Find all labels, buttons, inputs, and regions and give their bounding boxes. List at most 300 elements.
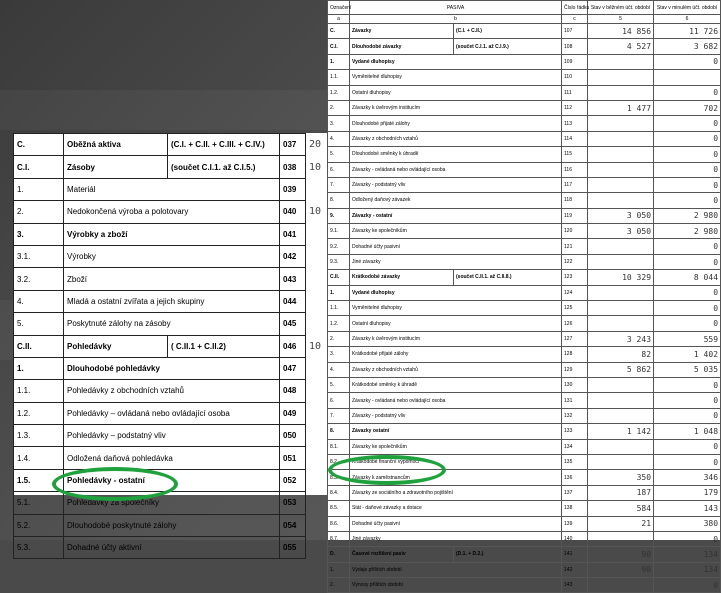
row-code: 1. bbox=[328, 54, 350, 69]
row-current-value: 14 856 bbox=[588, 24, 654, 39]
row-code: D. bbox=[328, 547, 350, 562]
row-number: 135 bbox=[562, 454, 588, 469]
row-number: 138 bbox=[562, 501, 588, 516]
row-value bbox=[306, 223, 330, 245]
row-previous-value: 11 726 bbox=[654, 24, 721, 39]
row-previous-value: 0 bbox=[654, 147, 721, 162]
row-previous-value: 0 bbox=[654, 454, 721, 469]
row-label: Krátkodobé přijaté zálohy bbox=[350, 347, 562, 362]
row-formula: (C.I. + C.II.) bbox=[454, 24, 562, 39]
row-code: 1.3. bbox=[14, 425, 64, 447]
row-value bbox=[306, 357, 330, 379]
row-number: 110 bbox=[562, 70, 588, 85]
row-previous-value: 8 044 bbox=[654, 270, 721, 285]
row-number: 118 bbox=[562, 193, 588, 208]
row-previous-value: 380 bbox=[654, 516, 721, 531]
row-current-value bbox=[588, 408, 654, 423]
row-current-value: 3 050 bbox=[588, 208, 654, 223]
row-code: 8.5. bbox=[328, 501, 350, 516]
table-row bbox=[14, 514, 330, 536]
row-previous-value: 0 bbox=[654, 193, 721, 208]
row-code: 1.5. bbox=[14, 469, 64, 491]
row-number: 050 bbox=[280, 425, 306, 447]
row-code: 8.4. bbox=[328, 485, 350, 500]
row-label: Závazky - ovládaná nebo ovládající osoba bbox=[350, 393, 562, 408]
row-label: Materiál bbox=[64, 178, 280, 200]
row-label: Závazky - ostatní bbox=[350, 208, 562, 223]
row-number: 041 bbox=[280, 223, 306, 245]
row-number: 139 bbox=[562, 516, 588, 531]
row-code: 8.6. bbox=[328, 516, 350, 531]
table-row bbox=[14, 357, 330, 379]
row-code: 1.2. bbox=[328, 85, 350, 100]
table-row bbox=[328, 70, 721, 85]
row-current-value bbox=[588, 254, 654, 269]
row-label: Dohadné účty pasivní bbox=[350, 239, 562, 254]
table-row bbox=[328, 239, 721, 254]
row-label: Dlouhodobé závazky bbox=[350, 39, 454, 54]
row-current-value: 5 862 bbox=[588, 362, 654, 377]
row-number: 117 bbox=[562, 177, 588, 192]
row-label: Pohledávky – podstatný vliv bbox=[64, 425, 280, 447]
row-label: Stát - daňové závazky a dotace bbox=[350, 501, 562, 516]
row-number: 049 bbox=[280, 402, 306, 424]
table-row bbox=[328, 547, 721, 562]
table-row bbox=[14, 268, 330, 290]
row-previous-value: 0 bbox=[654, 85, 721, 100]
row-value bbox=[306, 447, 330, 469]
table-row bbox=[328, 162, 721, 177]
row-previous-value: 702 bbox=[654, 100, 721, 115]
balance-sheet-liabilities-panel bbox=[327, 0, 720, 590]
row-code: 1.1. bbox=[14, 380, 64, 402]
row-formula: (C.I. + C.II. + C.III. + C.IV.) bbox=[168, 134, 280, 156]
row-number: 113 bbox=[562, 116, 588, 131]
row-code: 4. bbox=[328, 131, 350, 146]
row-code: 9.3. bbox=[328, 254, 350, 269]
row-code: 8.3. bbox=[328, 470, 350, 485]
row-value bbox=[306, 268, 330, 290]
table-row bbox=[14, 402, 330, 424]
row-value: 10 bbox=[309, 340, 322, 352]
liabilities-table-body bbox=[328, 1, 721, 593]
row-current-value: 4 527 bbox=[588, 39, 654, 54]
row-current-value bbox=[588, 316, 654, 331]
row-current-value bbox=[588, 578, 654, 593]
row-previous-value bbox=[654, 70, 721, 85]
row-code: 1.1. bbox=[328, 301, 350, 316]
row-number: 141 bbox=[562, 547, 588, 562]
row-label: Jiné závazky bbox=[350, 254, 562, 269]
row-code: C. bbox=[328, 24, 350, 39]
row-code: 5. bbox=[328, 377, 350, 392]
table-row bbox=[328, 316, 721, 331]
row-code: 5.3. bbox=[14, 537, 64, 559]
table-row bbox=[328, 193, 721, 208]
table-row bbox=[328, 24, 721, 39]
row-number: 120 bbox=[562, 224, 588, 239]
table-row bbox=[328, 131, 721, 146]
table-row bbox=[328, 301, 721, 316]
header-current-period: Stav v běžném účt. období bbox=[588, 1, 654, 15]
row-number: 046 bbox=[280, 335, 306, 357]
liabilities-table bbox=[327, 0, 721, 593]
row-number: 143 bbox=[562, 578, 588, 593]
row-code: 7. bbox=[328, 177, 350, 192]
row-previous-value: 2 980 bbox=[654, 224, 721, 239]
row-label: Závazky - podstatný vliv bbox=[350, 408, 562, 423]
table-row bbox=[328, 485, 721, 500]
row-current-value: 90 bbox=[588, 547, 654, 562]
row-label: Pohledávky z obchodních vztahů bbox=[64, 380, 280, 402]
row-code: C. bbox=[14, 134, 64, 156]
row-current-value bbox=[588, 239, 654, 254]
subheader-c: c bbox=[562, 15, 588, 24]
row-number: 122 bbox=[562, 254, 588, 269]
row-previous-value: 0 bbox=[654, 408, 721, 423]
row-current-value: 10 329 bbox=[588, 270, 654, 285]
row-code: 8. bbox=[328, 193, 350, 208]
row-formula: (součet C.I.1. až C.I.5.) bbox=[168, 156, 280, 178]
row-number: 129 bbox=[562, 362, 588, 377]
table-row bbox=[328, 331, 721, 346]
row-value bbox=[306, 492, 330, 514]
row-number: 134 bbox=[562, 439, 588, 454]
row-number: 137 bbox=[562, 485, 588, 500]
row-value bbox=[306, 290, 330, 312]
table-row bbox=[328, 424, 721, 439]
row-label: Krátkodobé finanční výpomoci bbox=[350, 454, 562, 469]
row-code: 5. bbox=[328, 147, 350, 162]
table-row bbox=[328, 270, 721, 285]
row-number: 131 bbox=[562, 393, 588, 408]
row-label: Dlouhodobé přijaté zálohy bbox=[350, 116, 562, 131]
row-value bbox=[306, 425, 330, 447]
row-previous-value: 0 bbox=[654, 377, 721, 392]
row-label: Vydané dluhopisy bbox=[350, 285, 562, 300]
row-number: 051 bbox=[280, 447, 306, 469]
row-label: Časové rozlišení pasiv bbox=[350, 547, 454, 562]
row-label: Dohadné účty aktivní bbox=[64, 537, 280, 559]
row-code: 4. bbox=[14, 290, 64, 312]
table-row bbox=[328, 100, 721, 115]
row-label: Dohadné účty pasivní bbox=[350, 516, 562, 531]
row-previous-value: 3 682 bbox=[654, 39, 721, 54]
row-code: 3. bbox=[328, 347, 350, 362]
row-label: Závazky k zaměstnancům bbox=[350, 470, 562, 485]
row-previous-value: 0 bbox=[654, 316, 721, 331]
row-code: 1. bbox=[14, 178, 64, 200]
row-code: 1.2. bbox=[328, 316, 350, 331]
row-label: Odložený daňový závazek bbox=[350, 193, 562, 208]
row-previous-value: 1 048 bbox=[654, 424, 721, 439]
row-number: 039 bbox=[280, 178, 306, 200]
table-row bbox=[14, 223, 330, 245]
assets-table-body bbox=[14, 134, 330, 559]
row-code: 8.1. bbox=[328, 439, 350, 454]
row-code: C.II. bbox=[328, 270, 350, 285]
row-number: 042 bbox=[280, 245, 306, 267]
row-previous-value: 0 bbox=[654, 393, 721, 408]
row-previous-value: 179 bbox=[654, 485, 721, 500]
row-code: C.II. bbox=[14, 335, 64, 357]
row-code: 1. bbox=[328, 285, 350, 300]
row-previous-value: 0 bbox=[654, 131, 721, 146]
row-label: Dlouhodobé pohledávky bbox=[64, 357, 280, 379]
row-label: Vyměnitelné dluhopisy bbox=[350, 301, 562, 316]
row-value bbox=[306, 537, 330, 559]
table-row bbox=[328, 501, 721, 516]
row-label: Závazky - podstatný vliv bbox=[350, 177, 562, 192]
row-label: Zboží bbox=[64, 268, 280, 290]
table-row bbox=[14, 134, 330, 156]
table-row bbox=[328, 177, 721, 192]
row-current-value: 350 bbox=[588, 470, 654, 485]
row-number: 114 bbox=[562, 131, 588, 146]
header-liabilities: PASIVA bbox=[350, 1, 562, 15]
row-code: 2. bbox=[328, 331, 350, 346]
row-code: 8.2. bbox=[328, 454, 350, 469]
row-label: Výrobky bbox=[64, 245, 280, 267]
balance-sheet-assets-panel bbox=[13, 133, 329, 553]
row-code: 6. bbox=[328, 162, 350, 177]
row-current-value bbox=[588, 301, 654, 316]
row-current-value: 1 142 bbox=[588, 424, 654, 439]
table-row bbox=[14, 178, 330, 200]
table-row bbox=[328, 285, 721, 300]
row-label: Zásoby bbox=[64, 156, 168, 178]
table-row bbox=[328, 393, 721, 408]
row-previous-value: 0 bbox=[654, 531, 721, 546]
table-row bbox=[14, 380, 330, 402]
row-number: 140 bbox=[562, 531, 588, 546]
row-code: 9. bbox=[328, 208, 350, 223]
row-label: Závazky k úvěrovým institucím bbox=[350, 331, 562, 346]
subheader-a: a bbox=[328, 15, 350, 24]
row-formula: ( C.II.1 + C.II.2) bbox=[168, 335, 280, 357]
row-number: 136 bbox=[562, 470, 588, 485]
row-number: 040 bbox=[280, 201, 306, 223]
row-current-value bbox=[588, 177, 654, 192]
row-code: 7. bbox=[328, 408, 350, 423]
row-code: 2. bbox=[328, 100, 350, 115]
row-value bbox=[306, 313, 330, 335]
row-current-value bbox=[588, 131, 654, 146]
row-label: Jiné závazky bbox=[350, 531, 562, 546]
row-label: Krátkodobé směnky k úhradě bbox=[350, 377, 562, 392]
table-row bbox=[328, 208, 721, 223]
row-current-value bbox=[588, 393, 654, 408]
table-row bbox=[14, 447, 330, 469]
row-label: Odložená daňová pohledávka bbox=[64, 447, 280, 469]
row-value bbox=[306, 178, 330, 200]
header-designation: Označení bbox=[328, 1, 350, 15]
row-current-value: 21 bbox=[588, 516, 654, 531]
row-code: 1. bbox=[14, 357, 64, 379]
row-current-value bbox=[588, 193, 654, 208]
row-value: 10 bbox=[309, 161, 322, 173]
row-number: 111 bbox=[562, 85, 588, 100]
row-label: Pohledávky za společníky bbox=[64, 492, 280, 514]
table-row bbox=[328, 439, 721, 454]
row-number: 116 bbox=[562, 162, 588, 177]
row-number: 112 bbox=[562, 100, 588, 115]
row-label: Dlouhodobé poskytnuté zálohy bbox=[64, 514, 280, 536]
row-current-value bbox=[588, 70, 654, 85]
table-row bbox=[14, 290, 330, 312]
subheader-5: 5 bbox=[588, 15, 654, 24]
row-value bbox=[306, 245, 330, 267]
row-previous-value: 0 bbox=[654, 239, 721, 254]
row-code: 1.4. bbox=[14, 447, 64, 469]
row-number: 128 bbox=[562, 347, 588, 362]
row-code: C.I. bbox=[328, 39, 350, 54]
row-label: Závazky bbox=[350, 24, 454, 39]
row-number: 115 bbox=[562, 147, 588, 162]
row-label: Výnosy příštích období bbox=[350, 578, 562, 593]
row-current-value bbox=[588, 439, 654, 454]
row-code: 2. bbox=[328, 578, 350, 593]
row-previous-value: 559 bbox=[654, 331, 721, 346]
table-row bbox=[328, 562, 721, 577]
subheader-6: 6 bbox=[654, 15, 721, 24]
row-number: 123 bbox=[562, 270, 588, 285]
table-row bbox=[14, 335, 330, 357]
row-label: Pohledávky - ostatní bbox=[64, 469, 280, 491]
row-number: 038 bbox=[280, 156, 306, 178]
table-row bbox=[328, 470, 721, 485]
row-label: Mladá a ostatní zvířata a jejich skupiny bbox=[64, 290, 280, 312]
table-row bbox=[328, 347, 721, 362]
row-current-value bbox=[588, 162, 654, 177]
row-label: Ostatní dluhopisy bbox=[350, 85, 562, 100]
row-previous-value: 346 bbox=[654, 470, 721, 485]
table-row bbox=[328, 224, 721, 239]
row-number: 121 bbox=[562, 239, 588, 254]
row-label: Ostatní dluhopisy bbox=[350, 316, 562, 331]
table-row bbox=[328, 377, 721, 392]
row-previous-value: 0 bbox=[654, 162, 721, 177]
row-previous-value: 1 402 bbox=[654, 347, 721, 362]
row-code: 5. bbox=[14, 313, 64, 335]
row-number: 127 bbox=[562, 331, 588, 346]
row-number: 132 bbox=[562, 408, 588, 423]
row-label: Krátkodobé závazky bbox=[350, 270, 454, 285]
table-row bbox=[14, 245, 330, 267]
table-row bbox=[14, 425, 330, 447]
row-label: Závazky k úvěrovým institucím bbox=[350, 100, 562, 115]
table-row bbox=[328, 85, 721, 100]
row-value bbox=[306, 514, 330, 536]
row-previous-value: 0 bbox=[654, 285, 721, 300]
row-code: 9.2. bbox=[328, 239, 350, 254]
row-label: Pohledávky – ovládaná nebo ovládající osoba bbox=[64, 402, 280, 424]
row-label: Závazky ke společníkům bbox=[350, 439, 562, 454]
row-previous-value: 5 035 bbox=[654, 362, 721, 377]
row-code: 4. bbox=[328, 362, 350, 377]
table-subheader-row bbox=[328, 15, 721, 24]
table-header-row bbox=[328, 1, 721, 15]
row-current-value bbox=[588, 147, 654, 162]
row-value bbox=[306, 469, 330, 491]
row-previous-value: 0 bbox=[654, 116, 721, 131]
table-row bbox=[328, 54, 721, 69]
row-previous-value: 0 bbox=[654, 254, 721, 269]
row-formula: (součet C.I.1. až C.I.9.) bbox=[454, 39, 562, 54]
row-number: 037 bbox=[280, 134, 306, 156]
row-label: Oběžná aktiva bbox=[64, 134, 168, 156]
table-row bbox=[328, 454, 721, 469]
table-row bbox=[328, 362, 721, 377]
row-code: 1.2. bbox=[14, 402, 64, 424]
row-code: 2. bbox=[14, 201, 64, 223]
row-value: 20 bbox=[309, 139, 322, 151]
row-current-value bbox=[588, 116, 654, 131]
row-current-value: 3 050 bbox=[588, 224, 654, 239]
row-previous-value: 0 bbox=[654, 301, 721, 316]
row-label: Dlouhodobé směnky k úhradě bbox=[350, 147, 562, 162]
row-number: 043 bbox=[280, 268, 306, 290]
row-number: 133 bbox=[562, 424, 588, 439]
row-current-value: 82 bbox=[588, 347, 654, 362]
row-label: Nedokončená výroba a polotovary bbox=[64, 201, 280, 223]
row-number: 054 bbox=[280, 514, 306, 536]
row-current-value: 90 bbox=[588, 562, 654, 577]
row-formula: (D.1. + D.2.) bbox=[454, 547, 562, 562]
table-row bbox=[328, 531, 721, 546]
row-number: 108 bbox=[562, 39, 588, 54]
row-current-value: 584 bbox=[588, 501, 654, 516]
row-previous-value: 143 bbox=[654, 501, 721, 516]
row-current-value bbox=[588, 531, 654, 546]
row-previous-value: 0 bbox=[654, 54, 721, 69]
row-label: Závazky ze sociálního a zdravotního pojištění bbox=[350, 485, 562, 500]
row-number: 119 bbox=[562, 208, 588, 223]
row-number: 142 bbox=[562, 562, 588, 577]
row-code: 3. bbox=[328, 116, 350, 131]
row-code: 1. bbox=[328, 562, 350, 577]
row-previous-value: 0 bbox=[654, 578, 721, 593]
row-label: Pohledávky bbox=[64, 335, 168, 357]
row-number: 126 bbox=[562, 316, 588, 331]
table-row bbox=[328, 578, 721, 593]
row-label: Závazky z obchodních vztahů bbox=[350, 131, 562, 146]
row-code: 8. bbox=[328, 424, 350, 439]
table-row bbox=[328, 254, 721, 269]
table-row bbox=[14, 469, 330, 491]
table-row bbox=[14, 313, 330, 335]
row-current-value: 187 bbox=[588, 485, 654, 500]
table-row bbox=[14, 156, 330, 178]
row-current-value bbox=[588, 54, 654, 69]
row-value bbox=[306, 380, 330, 402]
row-number: 124 bbox=[562, 285, 588, 300]
header-previous-period: Stav v minulém účt. období bbox=[654, 1, 721, 15]
row-number: 052 bbox=[280, 469, 306, 491]
row-label: Vydané dluhopisy bbox=[350, 54, 562, 69]
table-row bbox=[328, 116, 721, 131]
row-label: Závazky - ovládaná nebo ovládající osoba bbox=[350, 162, 562, 177]
row-number: 107 bbox=[562, 24, 588, 39]
table-row bbox=[14, 201, 330, 223]
row-number: 045 bbox=[280, 313, 306, 335]
row-number: 109 bbox=[562, 54, 588, 69]
table-row bbox=[328, 516, 721, 531]
row-current-value bbox=[588, 285, 654, 300]
assets-table bbox=[13, 133, 330, 559]
row-number: 055 bbox=[280, 537, 306, 559]
row-code: 8.7. bbox=[328, 531, 350, 546]
